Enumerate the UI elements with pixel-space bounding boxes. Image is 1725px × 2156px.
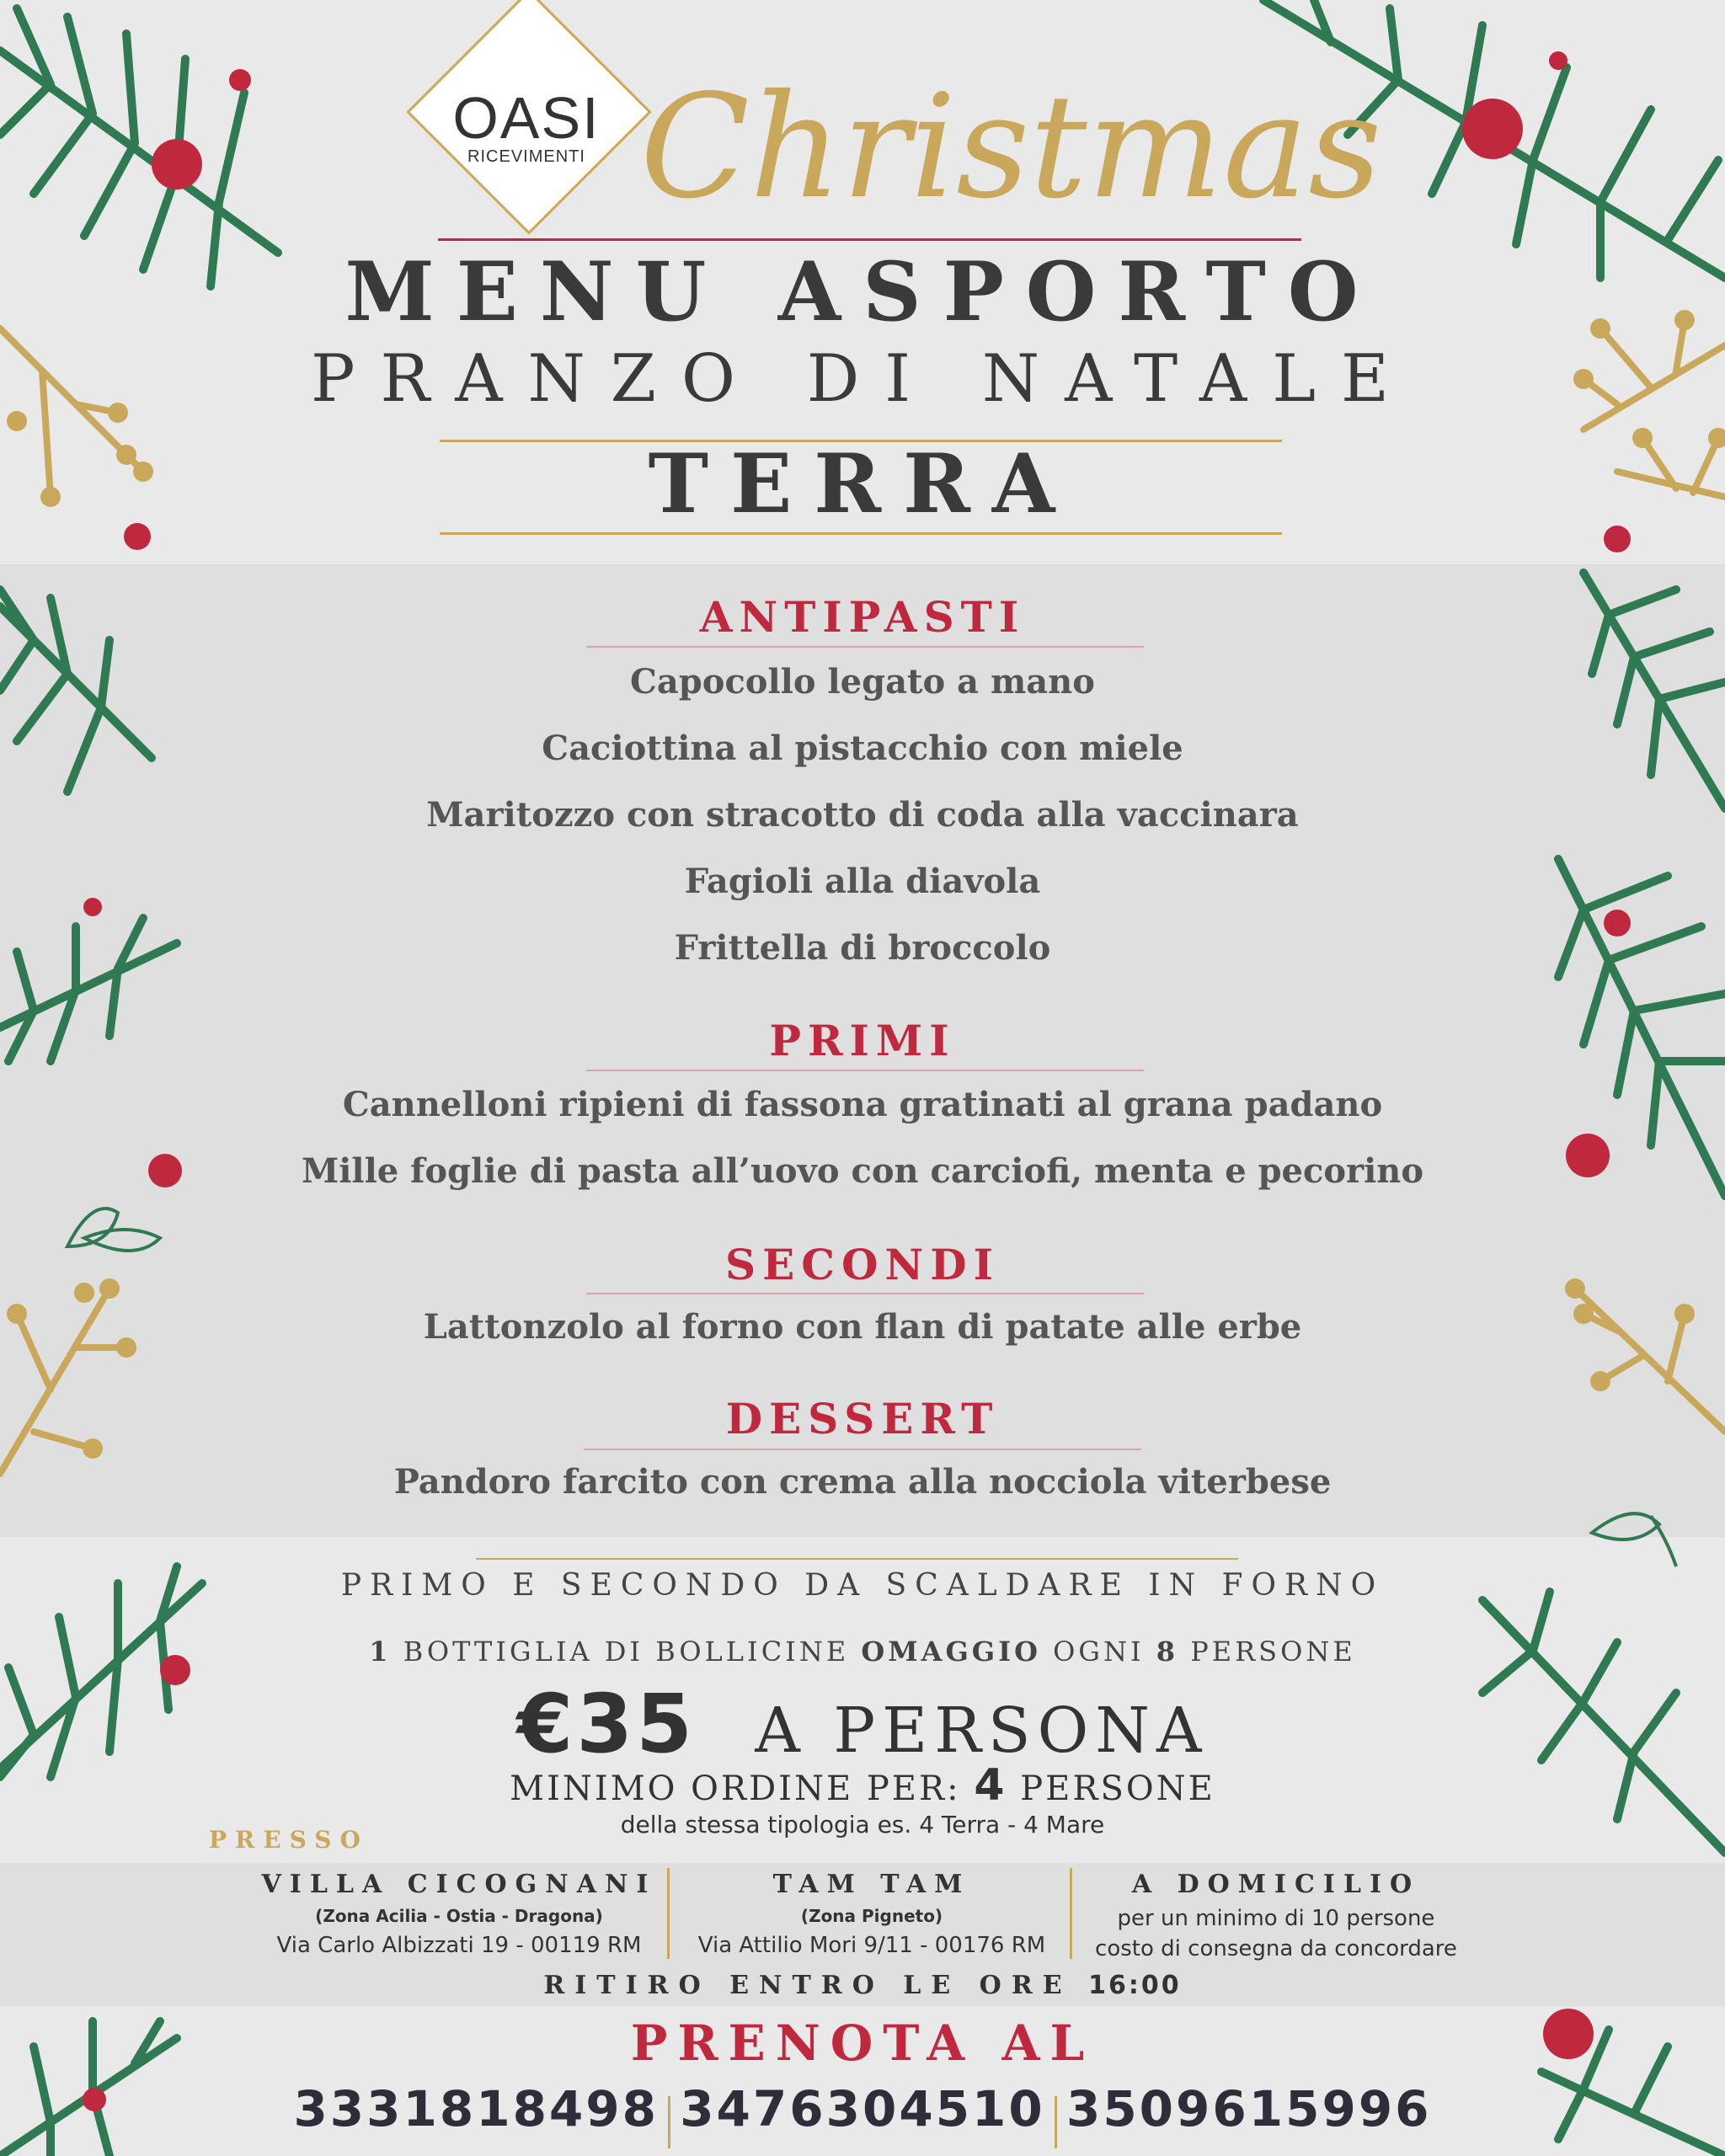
menu-item: Lattonzolo al forno con flan di patate alle erbe	[423, 1307, 1302, 1347]
bottle-text-2: OGNI	[1053, 1636, 1145, 1668]
pickup-hour: 16:00	[1088, 1971, 1182, 2000]
prenota-heading: PRENOTA AL	[630, 2015, 1095, 2072]
bottle-text-3: PERSONE	[1190, 1636, 1356, 1668]
phone-number[interactable]: 3476304510	[680, 2080, 1045, 2137]
presso-label: PRESSO	[209, 1826, 369, 1854]
location-a-domicilio	[1078, 1870, 1474, 1961]
bottle-persons: 8	[1156, 1636, 1179, 1668]
menu-item: Frittella di broccolo	[674, 928, 1051, 968]
secondi-rule	[586, 1293, 1144, 1294]
location-villa-cicognani	[253, 1870, 665, 1958]
location-sub: (Zona Pigneto)	[800, 1906, 943, 1926]
menu-item: Fagioli alla diavola	[684, 862, 1041, 901]
menu-item: Caciottina al pistacchio con miele	[542, 728, 1183, 768]
location-title: VILLA CICOGNANI	[261, 1870, 657, 1899]
dessert-heading: DESSERT	[725, 1394, 1000, 1444]
location-sub: per un minimo di 10 persone	[1117, 1906, 1435, 1931]
header-gold-rule-2	[440, 532, 1282, 535]
antipasti-rule	[586, 646, 1144, 648]
antipasti-heading: ANTIPASTI	[699, 592, 1026, 642]
header-red-rule	[438, 238, 1301, 241]
minimum-text-2: PERSONE	[1020, 1769, 1215, 1808]
phone-number[interactable]: 3509615996	[1065, 2080, 1432, 2137]
pickup-time	[0, 1971, 1725, 2000]
location-sub: (Zona Acilia - Ostia - Dragona)	[315, 1906, 603, 1926]
phone-divider	[668, 2096, 670, 2148]
phone-divider	[1055, 2096, 1057, 2148]
primi-rule	[586, 1070, 1144, 1071]
heat-note: PRIMO E SECONDO DA SCALDARE IN FORNO	[340, 1568, 1385, 1603]
phone-number[interactable]: 3331818498	[293, 2080, 660, 2137]
pranzo-natale-subtitle: PRANZO DI NATALE	[310, 341, 1414, 417]
menu-asporto-title: MENU ASPORTO	[344, 244, 1381, 339]
minimum-text-1: MINIMO ORDINE PER:	[510, 1769, 961, 1808]
location-address: Via Carlo Albizzati 19 - 00119 RM	[276, 1933, 642, 1958]
terra-title: TERRA	[648, 436, 1077, 531]
menu-item: Maritozzo con stracotto di coda alla vaccinara	[426, 795, 1299, 835]
minimum-number: 4	[974, 1760, 1007, 1811]
logo-main-text: OASI	[452, 85, 601, 151]
menu-item: Pandoro farcito con crema alla nocciola viterbese	[393, 1462, 1332, 1502]
minimum-order	[0, 1760, 1725, 1811]
dessert-rule	[584, 1449, 1141, 1450]
primi-heading: PRIMI	[769, 1016, 956, 1065]
bottle-text-1: BOTTIGLIA DI BOLLICINE	[403, 1636, 850, 1668]
pickup-label: RITIRO ENTRO LE ORE	[543, 1971, 1072, 2000]
logo-sub-text: RICEVIMENTI	[467, 147, 585, 166]
info-gold-rule	[476, 1558, 1238, 1560]
bottle-omaggio: OMAGGIO	[861, 1636, 1041, 1668]
bottle-qty: 1	[369, 1636, 392, 1668]
price-amount: €35	[516, 1677, 696, 1771]
location-divider	[667, 1868, 670, 1959]
christmas-script-title: Christmas	[640, 64, 1382, 231]
phone-list	[0, 2080, 1725, 2148]
menu-item: Cannelloni ripieni di fassona gratinati al grana padano	[342, 1085, 1383, 1124]
location-divider	[1070, 1868, 1072, 1959]
menu-item: Mille foglie di pasta all’uovo con carciofi, menta e pecorino	[301, 1151, 1424, 1191]
location-title: TAM TAM	[772, 1870, 971, 1899]
menu-item: Capocollo legato a mano	[630, 662, 1095, 702]
logo	[425, 85, 628, 166]
location-address: Via Attilio Mori 9/11 - 00176 RM	[697, 1933, 1046, 1958]
location-tam-tam	[674, 1870, 1070, 1958]
price-suffix: A PERSONA	[755, 1694, 1209, 1767]
bottle-offer	[0, 1636, 1725, 1668]
location-address: costo di consegna da concordare	[1095, 1936, 1457, 1961]
same-type-note: della stessa tipologia es. 4 Terra - 4 Mare	[620, 1811, 1105, 1838]
location-title: A DOMICILIO	[1131, 1870, 1421, 1899]
secondi-heading: SECONDI	[724, 1240, 1001, 1289]
